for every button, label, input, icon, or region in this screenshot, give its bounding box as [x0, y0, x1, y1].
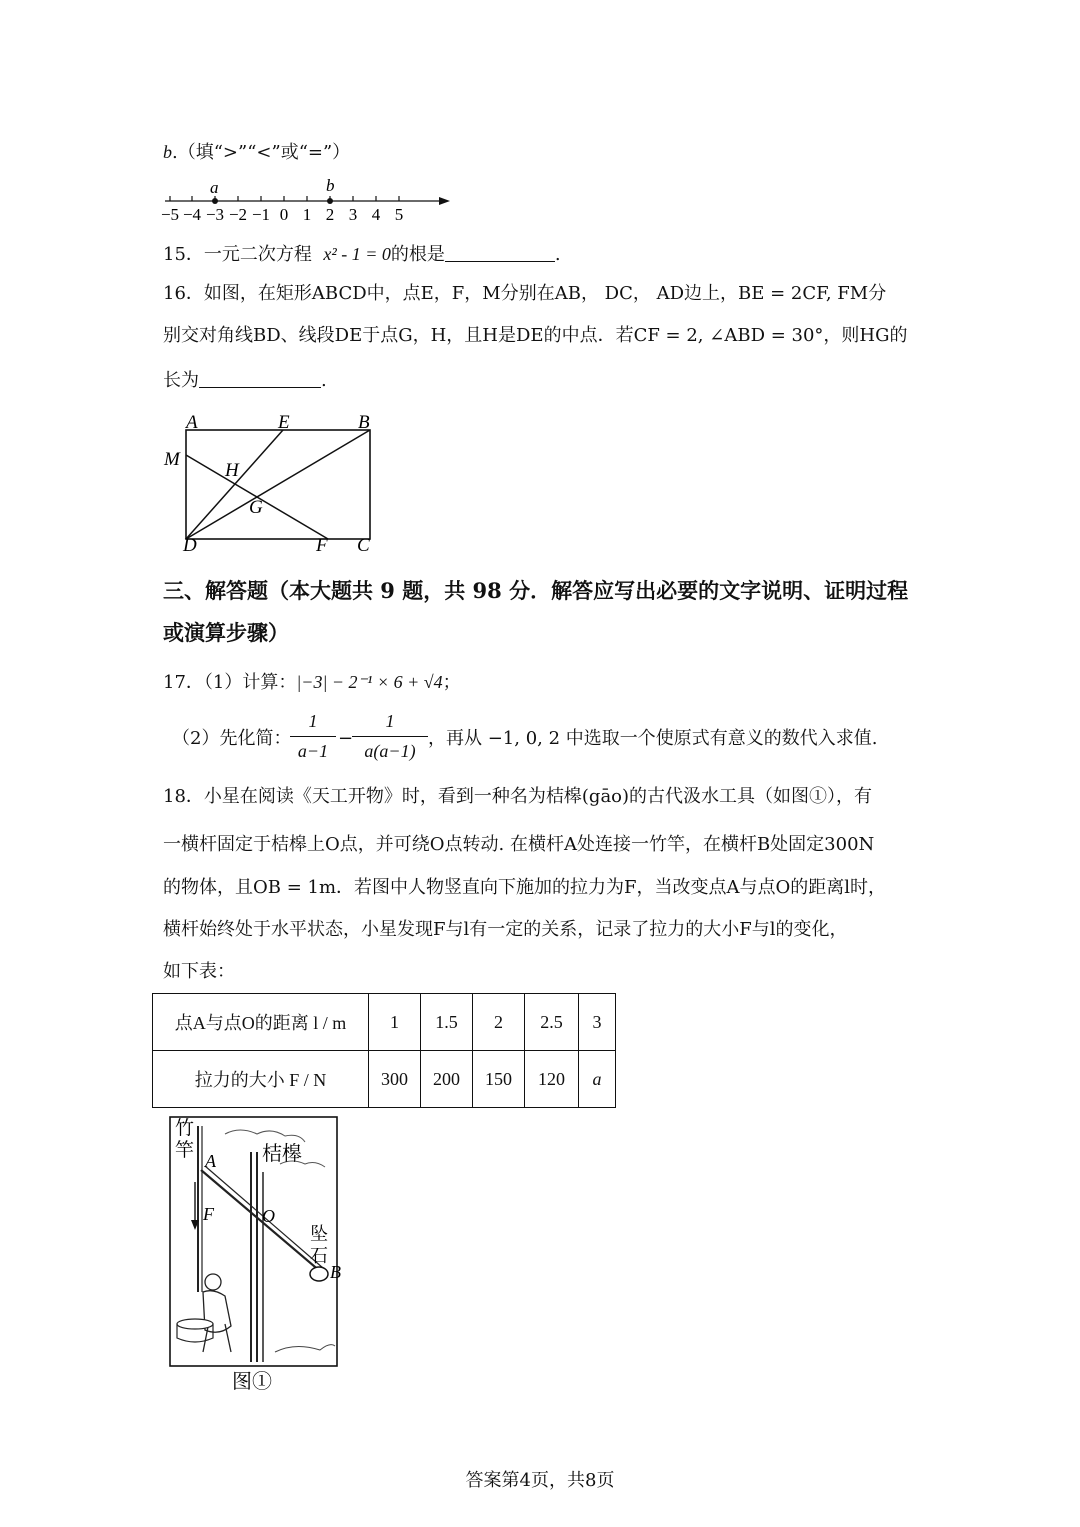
label-stone-2: 石: [310, 1246, 328, 1266]
force-distance-table: [152, 993, 616, 1108]
q15-text: 15．一元二次方程 x² - 1 = 0的根是 .: [163, 244, 561, 265]
q18-line5: 如下表：: [163, 961, 235, 982]
q14-text: b.（填“>”“<”或“=”）: [163, 142, 351, 163]
table-cell: 2.5: [525, 994, 579, 1051]
label-H: H: [225, 460, 239, 481]
label-stone-1: 坠: [310, 1224, 328, 1244]
label-bamboo-1: 竹: [175, 1118, 195, 1139]
label-E: E: [278, 412, 290, 433]
table-cell: 3: [579, 994, 616, 1051]
section3-title: 三、解答题（本大题共 9 题，共 98 分．解答应写出必要的文字说明、证明过程: [163, 578, 909, 603]
table-cell: 200: [421, 1051, 473, 1108]
answer-blank-15[interactable]: [445, 243, 555, 262]
numberline-tick-label: −5: [160, 205, 180, 224]
point-b-dot: [327, 198, 333, 204]
point-a-dot: [212, 198, 218, 204]
table-row: [153, 994, 616, 1051]
label-G: G: [249, 497, 263, 518]
label-C: C: [357, 535, 370, 556]
numberline-tick-label: 4: [371, 205, 381, 224]
point-a-label: a: [210, 178, 219, 197]
label-F: F: [316, 535, 328, 556]
numberline-tick-label: −1: [251, 205, 271, 224]
label-point-O: O: [262, 1206, 275, 1226]
q17-part1: 17．（1）计算：|−3| − 2⁻¹ × 6 + √4；: [163, 672, 461, 693]
numberline-tick-label: 2: [325, 205, 335, 224]
numberline-tick-label: 3: [348, 205, 358, 224]
numberline-tick-label: −2: [228, 205, 248, 224]
table-cell: 1.5: [421, 994, 473, 1051]
table-row: [153, 1051, 616, 1108]
label-A: A: [186, 412, 198, 433]
numberline-tick-label: 0: [279, 205, 289, 224]
table-cell: 300: [369, 1051, 421, 1108]
q18-line1: 18．小星在阅读《天工开物》时，看到一种名为桔槔(gāo)的古代汲水工具（如图①），有: [163, 786, 873, 807]
q16-line3: 长为 .: [163, 370, 327, 391]
q16-line1: 16．如图，在矩形ABCD中，点E，F，M分别在AB， DC， AD边上，BE = 2CF, FM分: [163, 283, 887, 304]
label-point-B: B: [330, 1262, 341, 1282]
label-point-A: A: [205, 1151, 216, 1171]
page-footer: 答案第4页，共8页: [465, 1470, 615, 1491]
jiegao-illustration: [165, 1112, 345, 1397]
q18-line3: 的物体，且OB = 1m．若图中人物竖直向下施加的拉力为F，当改变点A与点O的距离l时，: [163, 877, 887, 898]
numberline-tick-label: −4: [182, 205, 202, 224]
numberline-tick-label: 1: [302, 205, 312, 224]
table-cell: 1: [369, 994, 421, 1051]
table-header-force: 拉力的大小 F / N: [153, 1051, 369, 1108]
q18-line4: 横杆始终处于水平状态，小星发现F与l有一定的关系，记录了拉力的大小F与l的变化，: [163, 919, 848, 940]
figure-caption: 图①: [232, 1371, 272, 1393]
table-cell: 120: [525, 1051, 579, 1108]
label-force-F: F: [203, 1204, 214, 1224]
numberline-tick-label: −3: [205, 205, 225, 224]
point-b-label: b: [326, 176, 335, 195]
label-jiegao: 桔槔: [262, 1143, 302, 1165]
table-cell: 150: [473, 1051, 525, 1108]
label-bamboo-2: 竿: [175, 1140, 195, 1161]
label-D: D: [183, 535, 197, 556]
label-B: B: [358, 412, 370, 433]
table-header-distance: 点A与点O的距离 l / m: [153, 994, 369, 1051]
numberline-tick-label: 5: [394, 205, 404, 224]
label-M: M: [164, 449, 180, 470]
rectangle-figure: [160, 408, 390, 558]
table-cell-unknown: a: [579, 1051, 616, 1108]
section3-title-cont: 或演算步骤）: [163, 620, 289, 645]
table-cell: 2: [473, 994, 525, 1051]
answer-blank-16[interactable]: [199, 369, 321, 388]
q18-line2: 一横杆固定于桔槔上O点，并可绕O点转动. 在横杆A处连接一竹竿，在横杆B处固定300N: [163, 834, 875, 855]
number-line-figure: [160, 174, 460, 224]
q16-line2: 别交对角线BD、线段DE于点G，H，且H是DE的中点．若CF = 2, ∠ABD = 30°，则HG的: [163, 325, 908, 346]
